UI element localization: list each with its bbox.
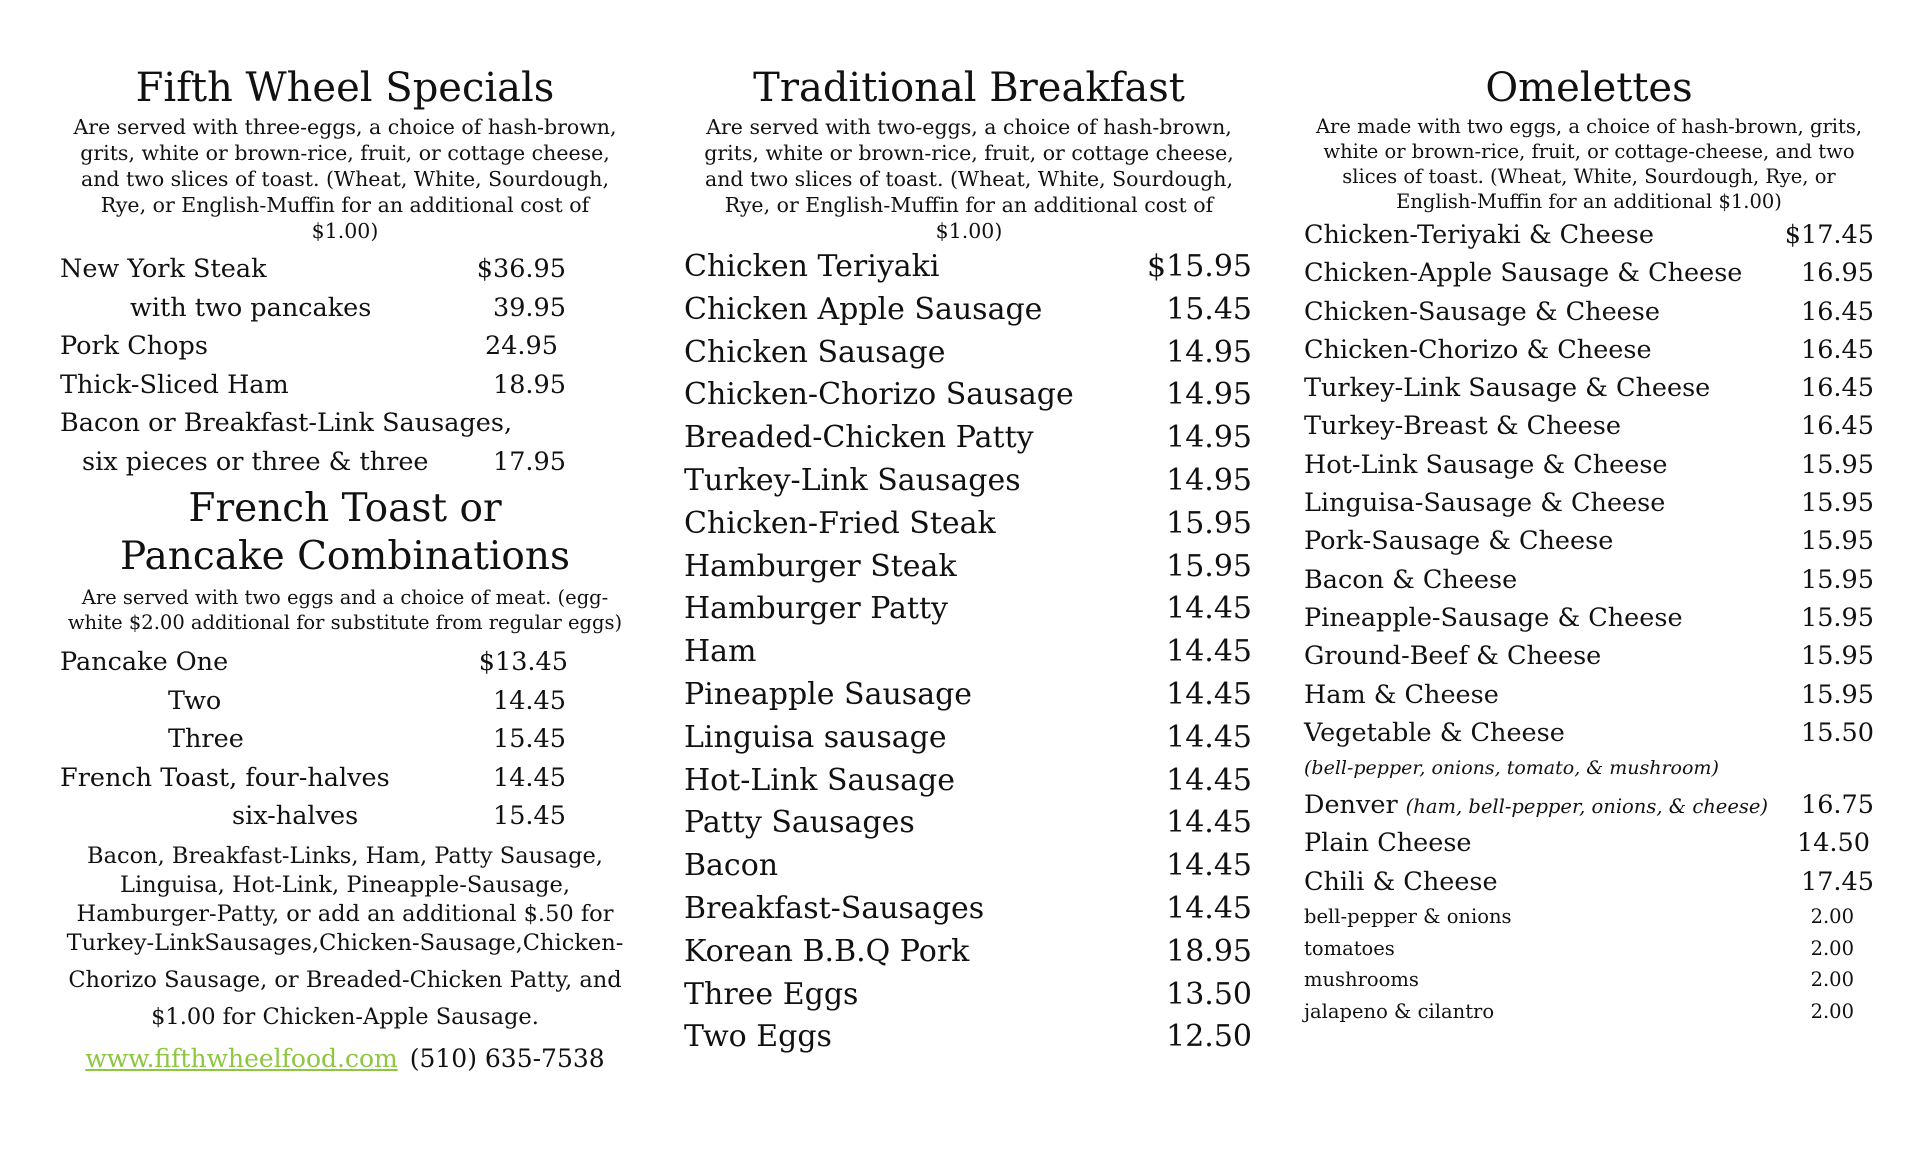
traditional-list (684, 246, 1254, 1059)
note-line: Turkey-LinkSausages,Chicken-Sausage,Chicken- (66, 929, 624, 956)
item-price: 12.50 (1166, 1019, 1252, 1055)
item-name: Two Eggs (684, 1019, 832, 1055)
item-name: Pancake One (60, 647, 229, 677)
item-name: Bacon & Cheese (1304, 564, 1518, 595)
menu-item (60, 682, 630, 721)
menu-item (684, 1016, 1254, 1059)
traditional-title: Traditional Breakfast (753, 65, 1185, 111)
item-price: 14.45 (1166, 762, 1252, 798)
item-price: 2.00 (1810, 999, 1854, 1023)
item-price: 15.50 (1800, 717, 1874, 748)
menu-item (60, 797, 630, 836)
menu-item (684, 974, 1254, 1017)
item-name: jalapeno & cilantro (1304, 999, 1495, 1023)
item-price: 15.95 (1800, 564, 1874, 595)
item-price: $13.45 (478, 647, 568, 677)
item-name: Turkey-Breast & Cheese (1304, 411, 1621, 442)
item-name: Pineapple-Sausage & Cheese (1304, 602, 1683, 633)
menu-item (684, 332, 1254, 375)
menu-item (684, 717, 1254, 760)
meat-choices-note (64, 842, 626, 1032)
item-price: 14.45 (1166, 676, 1252, 712)
menu-item (684, 289, 1254, 332)
item-name: Plain Cheese (1304, 828, 1472, 859)
item-price: 14.95 (1166, 420, 1252, 456)
menu-item (60, 759, 630, 798)
menu-item (684, 417, 1254, 460)
traditional-column (684, 62, 1254, 1059)
menu-item (1304, 407, 1874, 445)
menu-item (60, 250, 630, 289)
menu-item (684, 546, 1254, 589)
menu-item (1304, 522, 1874, 560)
item-name: Chicken-Apple Sausage & Cheese (1304, 258, 1743, 289)
item-price: 14.45 (1166, 890, 1252, 926)
menu-item (684, 802, 1254, 845)
omelettes-list (1304, 216, 1874, 752)
extra-item (1304, 996, 1874, 1028)
omelettes-title: Omelettes (1485, 65, 1693, 111)
item-price: 2.00 (1810, 905, 1854, 929)
item-name: Bacon or Breakfast-Link Sausages, (60, 408, 513, 438)
item-price: 14.45 (1166, 591, 1252, 627)
extra-item (1304, 933, 1874, 965)
menu-item (1304, 714, 1874, 752)
menu-item (1304, 216, 1874, 254)
item-name: tomatoes (1304, 936, 1395, 960)
item-price: 24.95 (484, 331, 558, 361)
item-name: Hamburger Steak (684, 548, 957, 584)
item-price: 2.00 (1810, 968, 1854, 992)
menu-item (684, 931, 1254, 974)
menu-item (60, 289, 630, 328)
menu-item (684, 760, 1254, 803)
item-name: Denver (1304, 790, 1398, 821)
item-price: 14.45 (492, 685, 566, 716)
contact-line (60, 1044, 630, 1073)
omelettes-description: Are made with two eggs, a choice of hash-brown, grits, white or brown-rice, fruit, or cottage-cheese, and two slices of toast. (Wheat, White, Sourdough, Rye, or English-Muffin for an additional $1.00) (1315, 115, 1863, 213)
combos-title (60, 485, 630, 581)
item-name: Thick-Sliced Ham (60, 369, 289, 400)
specials-description: Are served with three-eggs, a choice of hash-brown, grits, white or brown-rice, fruit, or cottage cheese, and two slices of toast. (Wheat, White, Sourdough, Rye, or English-Muffin for an additional cost of $1.00) (73, 115, 617, 243)
specials-column (60, 62, 630, 1073)
menu-item (1304, 637, 1874, 675)
menu-item (684, 888, 1254, 931)
item-price: 14.45 (1166, 848, 1252, 884)
item-name: Chicken-Chorizo & Cheese (1304, 334, 1652, 365)
item-price: 14.45 (1166, 719, 1252, 755)
item-name: Chicken Apple Sausage (684, 291, 1043, 327)
item-price: 39.95 (492, 292, 566, 323)
item-price: $36.95 (476, 254, 566, 284)
denver-note: (ham, bell-pepper, onions, & cheese) (1405, 795, 1769, 819)
item-price: 15.95 (1800, 679, 1874, 710)
item-price: $17.45 (1784, 220, 1874, 250)
item-price: 17.95 (492, 446, 566, 477)
note-line: Chorizo Sausage, or Breaded-Chicken Patty, and (68, 966, 622, 993)
item-name: Three (168, 724, 244, 754)
item-price: 15.95 (1166, 505, 1252, 541)
menu-item (60, 643, 630, 682)
item-price: 14.45 (492, 762, 566, 793)
item-name: Chicken Teriyaki (684, 249, 940, 284)
combos-title-line1: French Toast or (188, 486, 502, 531)
menu-item (684, 631, 1254, 674)
menu-item (684, 503, 1254, 546)
item-price: 16.45 (1800, 373, 1874, 404)
item-price: 14.95 (1166, 462, 1252, 498)
menu-item (684, 588, 1254, 631)
menu-item (60, 443, 630, 482)
item-name: Pork Chops (60, 331, 208, 361)
menu-item (1304, 561, 1874, 599)
menu-item (1304, 824, 1874, 862)
item-name: Ham (684, 634, 757, 670)
item-name: with two pancakes (130, 292, 372, 323)
menu-item (1304, 446, 1874, 484)
item-price: 15.95 (1166, 548, 1252, 584)
item-price: 15.45 (492, 724, 566, 754)
item-name: Bacon (684, 848, 779, 884)
item-name: Hot-Link Sausage (684, 762, 955, 798)
item-name: six pieces or three & three (82, 446, 429, 477)
menu-item (1304, 786, 1874, 824)
menu-item (60, 366, 630, 405)
item-name: Hamburger Patty (684, 591, 948, 627)
item-price: 14.45 (1166, 634, 1252, 670)
menu-item (1304, 599, 1874, 637)
item-name: Chicken-Sausage & Cheese (1304, 296, 1660, 327)
extra-item (1304, 901, 1874, 933)
item-name: Pineapple Sausage (684, 676, 973, 712)
item-price: 14.95 (1166, 377, 1252, 413)
item-price: 15.45 (492, 801, 566, 831)
item-price: 16.45 (1800, 296, 1874, 327)
menu-item (684, 374, 1254, 417)
menu-item (1304, 369, 1874, 407)
website-link[interactable]: www.fifthwheelfood.com (85, 1043, 398, 1073)
vegetable-note: (bell-pepper, onions, tomato, & mushroom) (1304, 757, 1719, 780)
item-name: Vegetable & Cheese (1304, 717, 1565, 748)
item-name: Ham & Cheese (1304, 679, 1499, 710)
menu-item (60, 404, 630, 443)
item-price: 15.95 (1800, 602, 1874, 633)
menu-item (1304, 254, 1874, 292)
menu-item (684, 845, 1254, 888)
item-price: 15.95 (1800, 641, 1874, 672)
item-price: 14.45 (1166, 805, 1252, 841)
item-name: Linguisa sausage (684, 719, 947, 755)
note-line: Bacon, Breakfast-Links, Ham, Patty Sausage, (87, 842, 603, 869)
menu-item (1304, 676, 1874, 714)
item-price: 15.95 (1800, 526, 1874, 557)
item-name: mushrooms (1304, 968, 1419, 992)
menu-item (60, 327, 630, 366)
menu-item (684, 246, 1254, 289)
item-name: Ground-Beef & Cheese (1304, 641, 1602, 672)
menu-item (1304, 293, 1874, 331)
item-price: 18.95 (1166, 933, 1252, 969)
item-name: Turkey-Link Sausage & Cheese (1304, 373, 1711, 404)
item-price: 13.50 (1166, 976, 1252, 1012)
combos-description: Are served with two eggs and a choice of meat. (egg-white $2.00 additional for substitute from regular eggs) (67, 586, 623, 634)
item-name: Chicken Sausage (684, 334, 946, 370)
item-price: 16.45 (1800, 334, 1874, 365)
note-line: Linguisa, Hot-Link, Pineapple-Sausage, (120, 871, 570, 898)
combos-title-line2: Pancake Combinations (120, 534, 570, 579)
item-name: Pork-Sausage & Cheese (1304, 526, 1614, 557)
item-name: Chili & Cheese (1304, 866, 1498, 897)
item-price: 16.45 (1800, 411, 1874, 442)
item-name: six-halves (232, 801, 359, 831)
menu-item (1304, 331, 1874, 369)
item-name: bell-pepper & onions (1304, 905, 1512, 929)
item-price: 2.00 (1810, 936, 1854, 960)
omelettes-column (1304, 62, 1874, 1027)
menu-item (1304, 484, 1874, 522)
menu-item (684, 460, 1254, 503)
extra-item (1304, 964, 1874, 996)
item-name: Breakfast-Sausages (684, 890, 985, 926)
menu-item (684, 674, 1254, 717)
item-price: 16.95 (1800, 258, 1874, 289)
traditional-description: Are served with two-eggs, a choice of hash-brown, grits, white or brown-rice, fruit, or cottage cheese, and two slices of toast. (Wheat, White, Sourdough, Rye, or English-Muffin for an additional cost of $1.00) (704, 115, 1234, 243)
phone-number: (510) 635-7538 (409, 1043, 605, 1073)
item-price: 15.95 (1800, 449, 1874, 480)
menu-item (1304, 863, 1874, 901)
item-price: 15.45 (1166, 291, 1252, 327)
item-name: Chicken-Chorizo Sausage (684, 377, 1074, 413)
specials-title: Fifth Wheel Specials (135, 65, 555, 111)
item-name: Hot-Link Sausage & Cheese (1304, 449, 1668, 480)
item-name: New York Steak (60, 254, 267, 284)
note-line: $1.00 for Chicken-Apple Sausage. (151, 1003, 539, 1030)
menu-item (60, 720, 630, 759)
item-name: Linguisa-Sausage & Cheese (1304, 488, 1666, 519)
item-price: 18.95 (492, 369, 566, 400)
item-name: Patty Sausages (684, 805, 915, 841)
item-name: Chicken-Fried Steak (684, 505, 996, 541)
item-name: Turkey-Link Sausages (684, 462, 1021, 498)
note-line: Hamburger-Patty, or add an additional $.50 for (76, 900, 614, 927)
item-price: 16.75 (1800, 790, 1874, 821)
item-name: Chicken-Teriyaki & Cheese (1304, 220, 1654, 250)
item-name: Two (168, 685, 222, 716)
item-name: Breaded-Chicken Patty (684, 420, 1034, 456)
item-price: 15.95 (1800, 488, 1874, 519)
item-price: 14.50 (1796, 828, 1870, 859)
item-name: Korean B.B.Q Pork (684, 933, 970, 969)
item-price: 17.45 (1800, 866, 1874, 897)
item-price: 14.95 (1166, 334, 1252, 370)
item-name: Three Eggs (684, 976, 859, 1012)
item-price: $15.95 (1147, 249, 1252, 284)
item-name: French Toast, four-halves (60, 762, 390, 793)
